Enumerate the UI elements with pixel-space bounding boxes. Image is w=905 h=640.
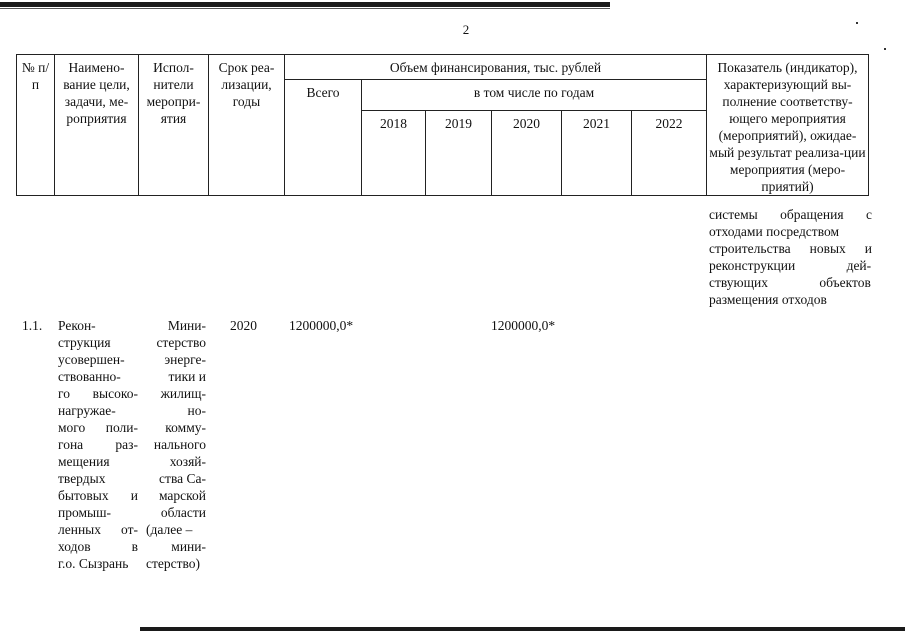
- indicator-continuation: [709, 206, 872, 308]
- scan-speck: [856, 22, 858, 24]
- executor-line: мини-: [171, 539, 206, 554]
- year-header: 2020: [492, 111, 562, 196]
- executor-line: хозяй-: [169, 454, 206, 469]
- indicator-line: строительства новых и: [709, 241, 872, 256]
- indicator-line: ствующих объектов: [709, 275, 871, 290]
- executor-line: жилищ-: [160, 386, 206, 401]
- executor-line: энерге-: [164, 352, 206, 367]
- executor-line: стерство): [146, 556, 201, 571]
- indicator-line: отходами посредством: [709, 224, 840, 239]
- indicator-line: реконструкции дей-: [709, 258, 872, 273]
- executor-line: стерство: [156, 335, 206, 350]
- measure-name-line: мого поли-: [58, 420, 138, 435]
- year-header: 2019: [426, 111, 492, 196]
- scan-bottom-border: [140, 627, 905, 631]
- measure-2020: 1200000,0*: [491, 318, 556, 333]
- col-total-header: Всего: [285, 80, 362, 196]
- measure-name-line: гона раз-: [58, 437, 138, 452]
- measure-name-line: ленных от-: [58, 522, 138, 537]
- measure-name-line: нагружае-: [58, 403, 116, 418]
- year-header: 2018: [362, 111, 426, 196]
- measure-name-line: усовершен-: [58, 352, 125, 367]
- measure-name-line: го высоко-: [58, 386, 138, 401]
- row-number: 1.1.: [22, 318, 43, 333]
- scan-top-border: [0, 2, 610, 7]
- col-by-years-header: в том числе по годам: [362, 80, 707, 111]
- executor-line: Мини-: [167, 318, 206, 333]
- scan-speck: [884, 48, 886, 50]
- measure-term: 2020: [230, 318, 257, 333]
- executor-line: области: [160, 505, 206, 520]
- measure-name: [58, 317, 138, 572]
- measure-name-line: ствованно-: [58, 369, 121, 384]
- col-name-header: Наимено-вание цели, задачи, ме-роприятия: [55, 55, 139, 196]
- executor-line: ства Са-: [159, 471, 206, 486]
- measure-name-line: ходов в: [58, 539, 138, 554]
- measure-name-line: г.о. Сызрань: [58, 556, 129, 571]
- col-funding-header: Объем финансирования, тыс. рублей: [285, 55, 707, 80]
- measure-executor: [146, 317, 206, 572]
- indicator-line: размещения отходов: [709, 292, 827, 307]
- page-number: 2: [462, 22, 470, 37]
- funding-table-header: [16, 54, 869, 196]
- col-indicator-header: Показатель (индикатор), характеризующий вы-полнение соответству-ющего мероприятия (мероприятий), ожидае-мый результат реализа-ции мероприятия (меро-приятий): [707, 55, 869, 196]
- executor-line: комму-: [165, 420, 206, 435]
- executor-line: (далее –: [146, 522, 193, 537]
- col-number-header: № п/п: [17, 55, 55, 196]
- col-term-header: Срок реа-лизации, годы: [209, 55, 285, 196]
- measure-name-line: Рекон-: [58, 318, 96, 333]
- measure-name-line: мещения: [58, 454, 110, 469]
- measure-total: 1200000,0*: [289, 318, 354, 333]
- measure-name-line: струкция: [58, 335, 111, 350]
- executor-line: но-: [187, 403, 206, 418]
- indicator-line: системы обращения с: [709, 207, 872, 222]
- scan-top-border-line: [0, 8, 610, 9]
- year-header: 2021: [562, 111, 632, 196]
- measure-name-line: промыш-: [58, 505, 111, 520]
- year-header: 2022: [632, 111, 707, 196]
- col-executors-header: Испол-нители меропри-ятия: [139, 55, 209, 196]
- executor-line: марской: [158, 488, 206, 503]
- measure-name-line: бытовых и: [58, 488, 138, 503]
- executor-line: тики и: [168, 369, 206, 384]
- measure-name-line: твердых: [58, 471, 106, 486]
- executor-line: нального: [153, 437, 206, 452]
